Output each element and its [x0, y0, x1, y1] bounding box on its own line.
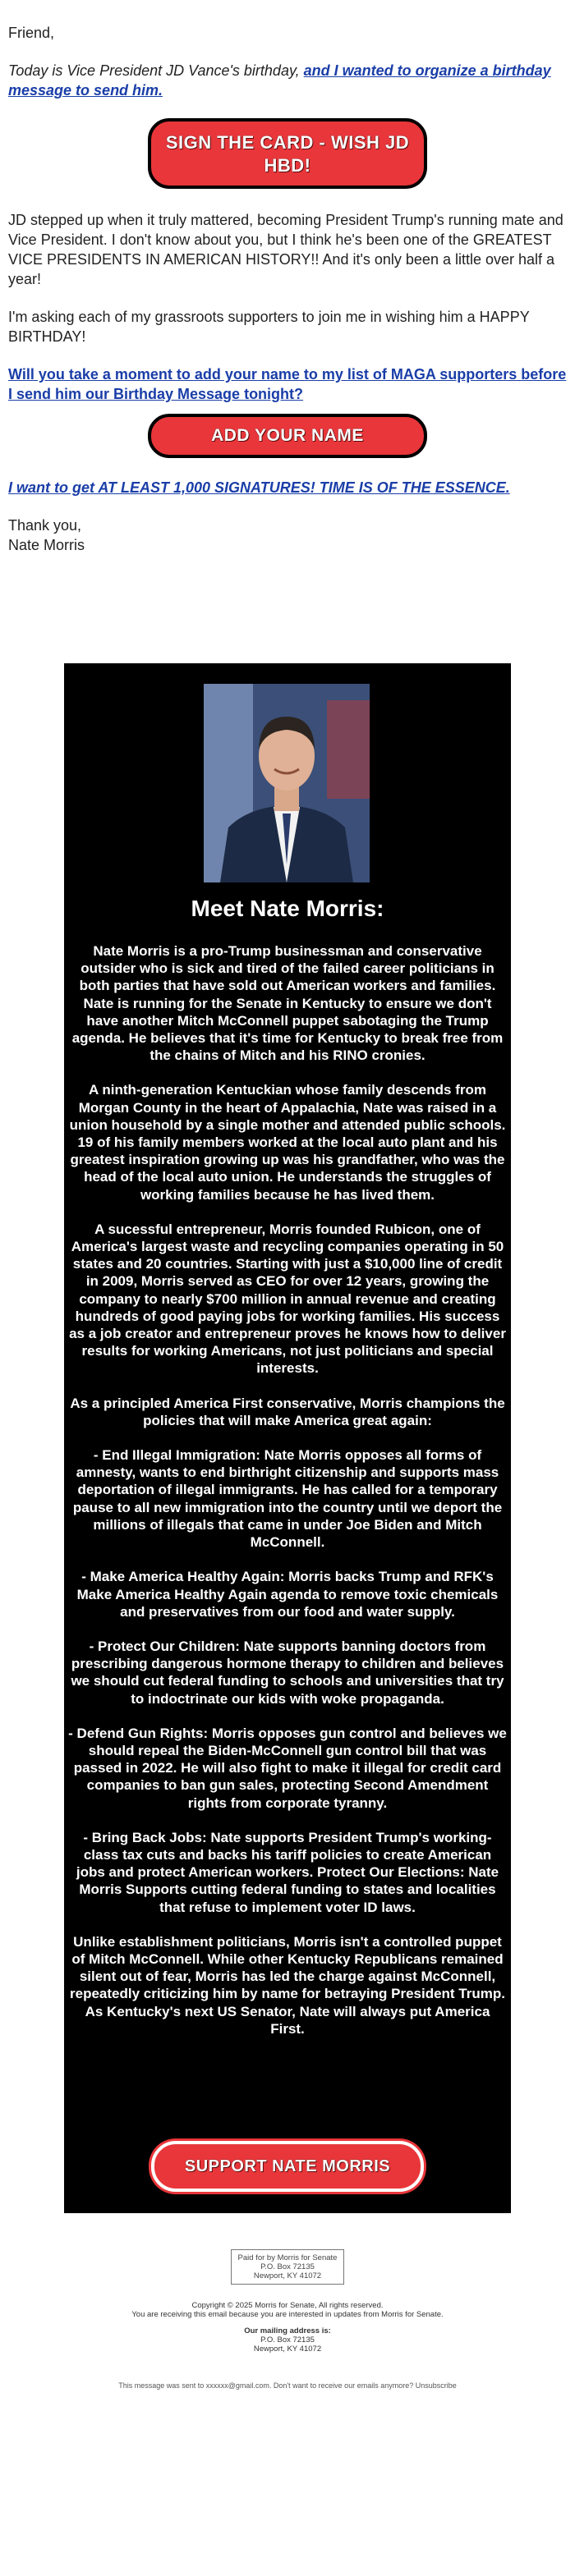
intro-section	[0, 0, 575, 555]
mailing-label: Our mailing address is:	[244, 2326, 331, 2335]
paid-line: Paid for by Morris for Senate	[237, 2253, 338, 2262]
paid-line: Newport, KY 41072	[253, 2271, 322, 2280]
bio-paragraph: - Make America Healthy Again: Morris backs Trump and RFK's Make America Healthy Again agenda to remove toxic chemicals and preservatives from our food and water supply.	[76, 1569, 499, 1620]
para-1: JD stepped up when it truly mattered, becoming President Trump's running mate and Vice President. I don't know about you, but I think he's been one of the GREATEST VICE PRESIDENTS IN AMERICAN HISTORY!! And it's only been a little over half a year!	[8, 212, 564, 287]
signoff: Thank you,	[8, 517, 82, 534]
bio-paragraph: - End Illegal Immigration: Nate Morris opposes all forms of amnesty, wants to end birthright citizenship and supports mass deportation of illegal immigrants. He has called for a temporary pause to all new immigration into the country until we deport the millions of illegals that came in under Joe Biden and Mitch McConnell.	[72, 1447, 503, 1551]
unsubscribe-line[interactable]: This message was sent to xxxxxx@gmail.com. Don't want to receive our emails anymore? Unsubscribe	[118, 2381, 457, 2390]
birthday-message-link[interactable]: and I wanted to organize a birthday message to send him.	[8, 62, 551, 99]
sign-card-button[interactable]: SIGN THE CARD - WISH JD HBD!	[148, 118, 427, 189]
paid-for-box	[231, 2249, 345, 2285]
add-your-name-button[interactable]: ADD YOUR NAME	[148, 414, 427, 458]
mailing-line: P.O. Box 72135	[260, 2335, 315, 2345]
mailing-line: Newport, KY 41072	[253, 2345, 322, 2354]
bio-paragraph: - Protect Our Children: Nate supports banning doctors from prescribing dangerous hormone therapy to children and believes we should cut federal funding to schools and universities that try to indoctrinate our kids with woke propaganda.	[71, 1638, 504, 1707]
signatures-link[interactable]: I want to get AT LEAST 1,000 SIGNATURES! TIME IS OF THE ESSENCE.	[8, 479, 510, 496]
bio-paragraph: Unlike establishment politicians, Morris isn't a controlled puppet of Mitch McConnell. While other Kentucky Republicans remained silent out of fear, Morris has led the charge against McConnell, repeatedly criticizing him by name for betraying President Trump. As Kentucky's next US Senator, Nate will always put America First.	[70, 1933, 505, 2037]
lead-italic: Today is Vice President JD Vance's birthday,	[8, 62, 300, 79]
bio-paragraph: As a principled America First conservative, Morris champions the policies that will make America great again:	[70, 1395, 505, 1428]
add-name-link-text	[8, 364, 567, 404]
greeting: Friend,	[8, 25, 55, 41]
receiving-note: You are receiving this email because you are interested in updates from Morris for Senate.	[131, 2310, 444, 2319]
candidate-portrait-icon	[204, 684, 370, 882]
support-button[interactable]: SUPPORT NATE MORRIS	[151, 2141, 424, 2192]
candidate-photo	[204, 684, 370, 882]
para-2: I'm asking each of my grassroots supporters to join me in wishing him a HAPPY BIRTHDAY!	[8, 309, 530, 345]
bio-title: Meet Nate Morris:	[191, 896, 384, 921]
footer-info	[0, 2301, 575, 2354]
copyright: Copyright © 2025 Morris for Senate, All rights reserved.	[191, 2301, 384, 2310]
bio-paragraph: - Bring Back Jobs: Nate supports President Trump's working-class tax cuts and backs his tariff policies to create American jobs and protect American workers. Protect Our Elections: Nate Morris Supports cutting federal funding to states and localities that refuse to implement voter ID laws.	[76, 1829, 499, 1915]
lead-paragraph	[8, 61, 567, 100]
bio-paragraph: A sucessful entrepreneur, Morris founded Rubicon, one of America's largest waste and recycling companies operating in 50 states and 20 countries. Starting with just a $10,000 line of credit in 2009, Morris served as CEO for over 12 years, growing the company to nearly $700 million in annual revenue and creating hundreds of good paying jobs for working families. His success as a job creator and entrepreneur proves he knows how to deliver results for working Americans, not just politicians and special interests.	[69, 1221, 506, 1377]
add-name-link[interactable]: Will you take a moment to add your name to my list of MAGA supporters before I send him our Birthday Message tonight?	[8, 366, 567, 402]
signature: Nate Morris	[8, 537, 85, 553]
bio-paragraph: - Defend Gun Rights: Morris opposes gun control and believes we should repeal the Biden-McConnell gun control bill that was passed in 2022. He will also fight to make it illegal for credit card companies to ban gun sales, protecting Second Amendment rights from corporate tyranny.	[68, 1725, 507, 1811]
cta2-wrap	[8, 404, 567, 458]
cta1-wrap	[8, 100, 567, 189]
signatures-line	[8, 478, 567, 497]
bio-body	[64, 942, 511, 2055]
bio-paragraph: A ninth-generation Kentuckian whose family descends from Morgan County in the heart of Appalachia, Nate was raised in a union household by a single mother and attended public schools. 19 of his family members worked at the local auto plant and his greatest inspiration growing up was his grandfather, who was the head of the local auto union. He understands the struggles of working families because he has lived them.	[69, 1082, 506, 1203]
footer	[0, 2249, 575, 2390]
bio-section	[64, 663, 511, 2213]
bio-paragraph: Nate Morris is a pro-Trump businessman and conservative outsider who is sick and tired of the failed career politicians in both parties that have sold out American workers and families. Nate is running for the Senate in Kentucky to ensure we don't have another Mitch McConnell puppet sabotaging the Trump agenda. He believes that it's time for Kentucky to break free from the chains of Mitch and his RINO cronies.	[71, 943, 504, 1064]
paid-line: P.O. Box 72135	[260, 2262, 315, 2271]
